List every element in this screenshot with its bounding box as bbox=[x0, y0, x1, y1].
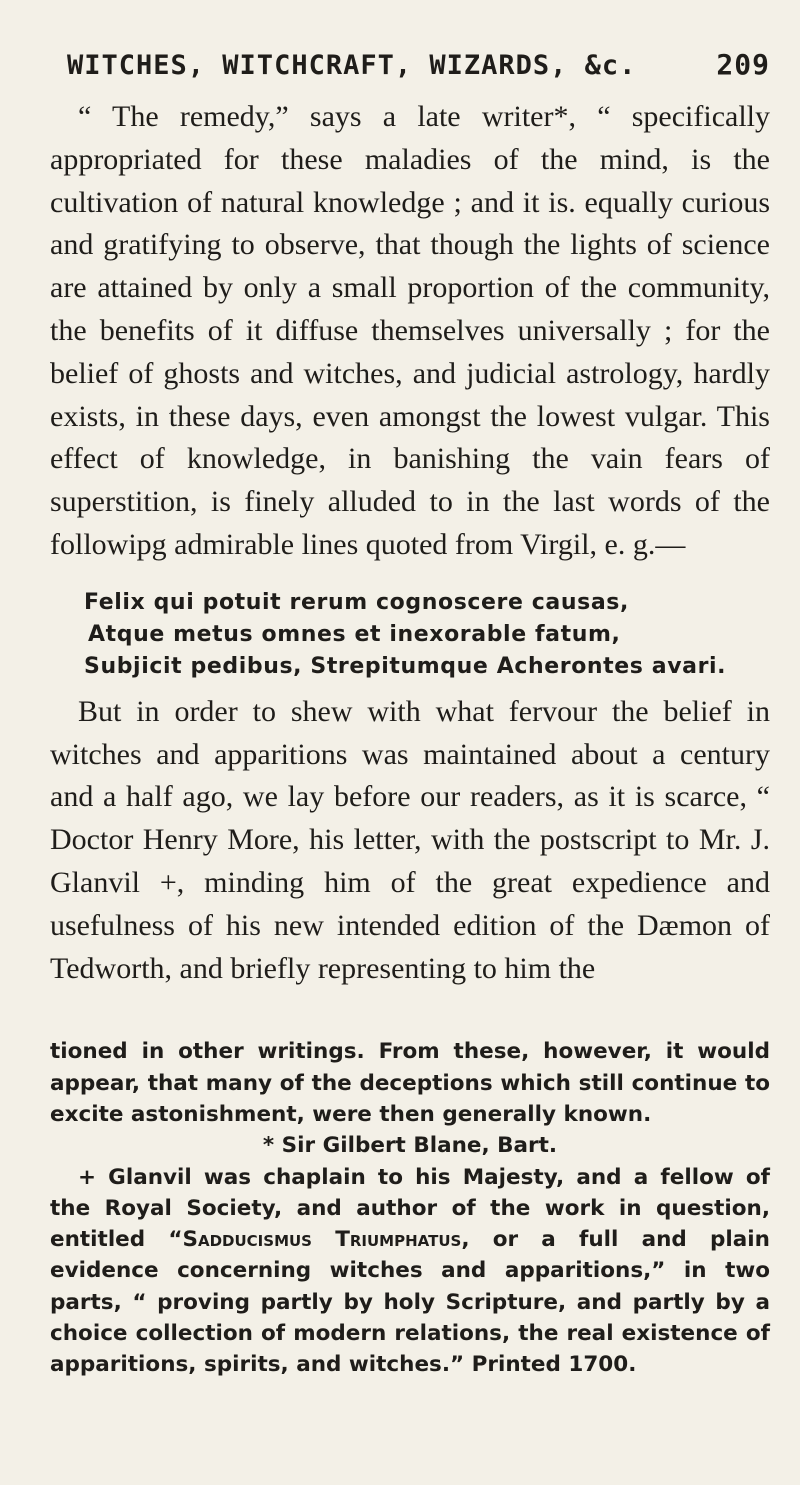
quote-line: Subjicit pedibus, Strepitumque Acherontes avari. bbox=[84, 653, 727, 679]
page-number: 209 bbox=[716, 48, 770, 81]
footnote-dagger-suffix: , or a full and plain evidence concerning witches and apparitions,” in two parts, “ proving partly by holy Scripture, and partly by a choice collection of modern relations, the real existence of apparitions, spirits, and witches.” Printed 1700. bbox=[50, 1227, 770, 1378]
footnote-continuation: tioned in other writings. From these, however, it would appear, that many of the deceptions which still continue to excite astonishment, were then generally known. bbox=[50, 1039, 770, 1127]
running-head bbox=[50, 40, 770, 96]
footnote-dagger-prefix: + Glanvil was chaplain to his Majesty, and a fellow of the Royal Society, and author of the work in question, entitled “ bbox=[50, 1164, 770, 1253]
virgil-quote bbox=[50, 587, 770, 683]
footnote-dagger-title: Sadducismus Triumphatus bbox=[182, 1227, 462, 1253]
quote-line: Atque metus omnes et inexorable fatum, bbox=[88, 621, 621, 647]
running-title: WITCHES, WITCHCRAFT, WIZARDS, &c. bbox=[67, 50, 637, 81]
quote-line: Felix qui potuit rerum cognoscere causas, bbox=[84, 589, 629, 615]
body-text bbox=[50, 96, 770, 990]
paragraph-remedy: “ The remedy,” says a late writer*, “ specifically appropriated for these maladies of the mind, is the cultivation of natural knowledge ; and it is. equally curious and gratifying to observe, that though the lights of science are attained by only a small proportion of the community, the benefits of it diffuse themselves universally ; for the belief of ghosts and witches, and judicial astrology, hardly exists, in these days, even amongst the lowest vulgar. This effect of knowledge, in banishing the vain fears of superstition, is finely alluded to in the last words of the followipg admirable lines quoted from Virgil, e. g.— bbox=[50, 100, 770, 561]
paragraph-more-letter: But in order to shew with what fervour the belief in witches and apparitions was maintained about a century and a half ago, we lay before our readers, as it is scarce, “ Doctor Henry More, his letter, with the postscript to Mr. J. Glanvil +, minding him of the great expedience and usefulness of his new intended edition of the Dæmon of Tedworth, and briefly representing to him the bbox=[50, 694, 770, 985]
footnote-dagger bbox=[50, 1162, 770, 1381]
footnotes bbox=[50, 1036, 770, 1380]
footnote-star: * Sir Gilbert Blane, Bart. bbox=[262, 1133, 558, 1159]
